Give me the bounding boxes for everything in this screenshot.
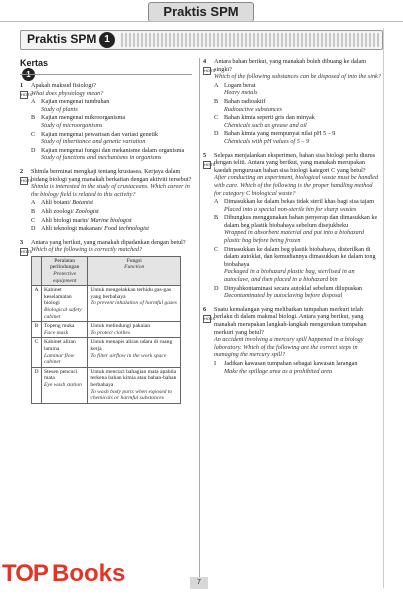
option-letter: D [214, 284, 219, 292]
question-6 [203, 306, 381, 375]
header-text: Peralatan perlindungan [49, 257, 80, 271]
option-b [214, 98, 381, 113]
option-text-english: Wrapped in absorbent material and put into a biohazard plastic bag before being frozen [224, 229, 365, 245]
topbooks-logo [2, 560, 126, 598]
option-a [214, 198, 381, 213]
cell-text-english: Laminar flow cabinet [44, 352, 75, 366]
option-letter: B [31, 114, 36, 122]
option-text: Ahli botani/ [41, 199, 71, 207]
header-text-english: Function [124, 264, 145, 271]
option-letter: D [31, 225, 36, 233]
option-text: Kajian mengenai fungsi dan mekanisme dalam organisma [41, 146, 185, 154]
section-header [20, 30, 383, 50]
option-letter: A [31, 98, 36, 106]
option-letter: I [214, 359, 217, 367]
question-stem: Apakah maksud fisiologi? [31, 82, 96, 89]
option-letter: C [214, 114, 219, 122]
question-number: 1 [20, 82, 24, 89]
question-5 [203, 152, 381, 300]
table-corner [32, 256, 42, 285]
option-text: Kajian mengenai pewarisan dan variasi genetik [41, 130, 159, 138]
option-text-english: Heavy metals [224, 89, 258, 97]
option-letter: A [31, 199, 36, 207]
option-text-english: Placed into a special non-sterile bin for sharp wastes [224, 205, 357, 213]
option-text: Kajian mengenai tumbuhan [41, 98, 110, 106]
cell-text-english: To wash body parts when exposed to chemicals or harmful substances [90, 388, 173, 402]
row-letter: B [32, 322, 42, 338]
row-letter: C [32, 338, 42, 367]
option-text: Bahan kimia yang mempunyai nilai pH 5 – 9 [224, 130, 336, 138]
question-stem: Shimla berminat mengkaji tentang krustasea. Kerjaya dalam bidang biologi yang manakah berkaitan dengan aktiviti tersebut? [31, 167, 192, 183]
section-header-decoration [121, 33, 379, 47]
question-stem-english: After conducting an experiment, biological waste must be handled with care. Which of the following is the proper handling method for category C biological waste? [214, 174, 379, 197]
option-letter: D [214, 130, 219, 138]
question-stem: Antara yang berikut, yang manakah dipadankan dengan betul? [31, 238, 186, 246]
option-letter: A [214, 198, 219, 206]
option-b [31, 114, 194, 129]
option-letter: C [214, 245, 219, 253]
option-d [214, 130, 381, 145]
option-b [214, 214, 381, 244]
option-d [31, 147, 194, 162]
option-text: Ahli zoologi/ [41, 207, 74, 215]
row-letter: D [32, 367, 42, 403]
equipment-cell [42, 286, 88, 322]
equipment-function-table [31, 256, 181, 404]
equipment-cell [42, 367, 88, 403]
option-letter: C [31, 216, 36, 224]
question-stem: Selepas menjalankan eksperimen, bahan sisa biologi perlu diurus dengan teliti. Antara yang berikut, yang manakah merupakan kaedah pengurusan bahan sisa biologi kategori C yang betul? [214, 151, 376, 174]
option-text: Bahan kimia seperti gris dan minyak [224, 114, 315, 122]
cell-text: Untuk menapis aliran udara di ruang kerja [90, 339, 173, 352]
hots-icon: HOTS [21, 177, 33, 183]
question-2 [20, 168, 194, 233]
right-column [203, 58, 381, 381]
cell-text-english: Face mask [44, 329, 69, 336]
function-cell [88, 338, 181, 367]
equipment-cell [42, 322, 88, 338]
question-number: 2 [20, 167, 24, 175]
option-text-english: Chemicals such as grease and oil [224, 121, 307, 129]
question-1 [20, 82, 194, 162]
option-text-english: Food technologist [104, 225, 149, 233]
option-text-english: Study of microorganisms [41, 121, 103, 129]
option-text-english: Study of plants [41, 105, 78, 113]
option-a [31, 199, 194, 207]
question-number: 3 [20, 238, 24, 246]
option-letter: D [31, 146, 36, 154]
question-3 [20, 239, 194, 404]
logo-books-text: Books [52, 560, 126, 587]
logo-top-text: TOP [2, 560, 48, 587]
option-letter: C [31, 130, 36, 138]
option-text: Bahan radioaktif [224, 97, 266, 105]
cell-text: Untuk melindungi pakaian [90, 323, 151, 330]
option-a [31, 98, 194, 113]
column-divider [199, 58, 200, 588]
right-margin-rule [383, 28, 384, 588]
table-header-row [32, 256, 181, 285]
column-header-function [88, 256, 181, 285]
cell-text-english: To protect clothes [90, 329, 131, 336]
option-letter: A [214, 81, 219, 89]
option-text-english: Radioactive substances [224, 105, 282, 113]
cell-text: Kabinet aliran lamina [44, 339, 76, 352]
question-stem-english: Which of the following is correctly matched? [31, 246, 143, 254]
function-cell [88, 322, 181, 338]
left-column [20, 82, 194, 410]
option-text-english: Study of functions and mechanisms in organisms [41, 154, 162, 162]
option-c [31, 217, 194, 225]
option-b [31, 208, 194, 216]
option-text-english: Study of inheritance and genetic variation [41, 138, 146, 146]
cell-text-english: To prevent inhalation of harmful gases [90, 300, 177, 307]
cell-text: Untuk mengelakkan terhidu gas-gas yang berbahaya [90, 287, 172, 300]
table-row [32, 286, 181, 322]
option-text-english: Chemicals with pH values of 5 – 9 [224, 137, 310, 145]
option-d [31, 225, 194, 233]
question-stem-english: Which of the following substances can be disposed of into the sink? [214, 73, 381, 81]
option-text: Jadikan kawasan tumpahan sebagai kawasan larangan [224, 359, 358, 367]
question-stem-english: What does physiology mean? [31, 89, 104, 97]
option-text-english: Make the spillage area as a prohibited area [224, 367, 333, 375]
option-text-english: Decontaminated by autoclaving before disposal [224, 292, 343, 300]
option-text: Ahli teknologi makanan/ [41, 225, 103, 233]
option-text: Kajian mengenai mikroorganisma [41, 114, 126, 122]
column-header-equipment [42, 256, 88, 285]
option-c [214, 114, 381, 129]
option-text: Ahli biologi marin/ [41, 216, 89, 224]
page-number: 7 [190, 577, 208, 589]
top-rule [0, 21, 403, 22]
question-stem-english: An accident involving a mercury spill happened in a biology laboratory. Which of the following are the correct steps in managing the mercury spill? [214, 336, 364, 359]
question-number: 5 [203, 151, 207, 159]
cell-text-english: Eye wash station [44, 381, 82, 388]
paper-label-rule [20, 74, 192, 75]
question-stem-english: Shimla is interested in the study of crustaceans. Which career in the biology field is related to this activity? [31, 183, 190, 198]
question-number: 6 [203, 305, 207, 313]
table-row [32, 367, 181, 403]
option-text: Dibungkus menggunakan bahan penyerap dan dimasukkan ke dalam beg plastik biobahaya sebelum disejukbeku [224, 214, 378, 229]
paper-label-text: Kertas [20, 58, 49, 68]
table-row [32, 338, 181, 367]
option-text: Dimasukkan ke dalam bekas tidak steril khas bagi sisa tajam [224, 198, 375, 206]
question-number: 4 [203, 58, 207, 65]
option-c [214, 246, 381, 284]
paper-label [20, 58, 60, 73]
option-text-english: Botanist [72, 199, 93, 207]
function-cell [88, 367, 181, 403]
option-d [214, 285, 381, 300]
option-text-english: Zoologist [75, 207, 99, 215]
hots-icon: HOTS [204, 68, 216, 73]
question-stem: Suatu kemalangan yang melibatkan tumpahan merkuri telah berlaku di dalam makmal biologi. Antara yang berikut, yang manakah merupakan langkah-langkah mengurukan tumpahan merkuri yang betul? [214, 305, 367, 336]
cell-text: Untuk mencuci bahagian mata apabila terkena bahan kimia atau bahan-bahan berbahaya [90, 368, 177, 388]
option-letter: B [31, 207, 36, 215]
cell-text: Kabinet keselamatan biologi [44, 287, 72, 307]
cell-text-english: To filter airflow in the work space [90, 352, 167, 359]
row-letter: A [32, 286, 42, 322]
option-letter: B [214, 214, 219, 222]
option-a [214, 82, 381, 97]
question-stem: Antara bahan berikut, yang manakah boleh dibuang ke dalam singki? [214, 58, 367, 73]
section-title: Praktis SPM [27, 32, 97, 46]
hots-icon: HOTS [21, 92, 33, 97]
hots-icon: HOTS [21, 248, 33, 254]
section-number-badge: 1 [99, 32, 115, 48]
cell-text-english: Biological safety cabinet [44, 307, 82, 320]
cell-text: Topeng muka [44, 323, 75, 330]
option-text-english: Marine biologist [90, 216, 132, 224]
hots-icon: HOTS [204, 315, 216, 321]
question-4 [203, 58, 381, 146]
option-letter: B [214, 97, 219, 105]
option-c [31, 131, 194, 146]
option-text: Logam berat [224, 81, 256, 89]
header-text-english: Protective equipment [53, 271, 77, 284]
page-tab-title: Praktis SPM [148, 2, 254, 22]
equipment-cell [42, 338, 88, 367]
option-i [214, 360, 381, 375]
option-text: Dinyahkontaminasi secara autoklaf sebelum dilupuskan [224, 284, 363, 292]
table-row [32, 322, 181, 338]
option-text: Dimasukkan ke dalam beg plastik biobahaya, disterilkan di dalam autoklat, dan kemudiannya dimasukkan ke dalam tong biobahaya [224, 245, 376, 268]
option-text-english: Packaged in a biohazard plastic bag, sterilised in an autoclave, and then placed in a biohazard bin [224, 268, 355, 284]
hots-icon: HOTS [204, 161, 216, 167]
function-cell [88, 286, 181, 322]
cell-text: Stesen pencuci mata [44, 368, 78, 382]
header-text: Fungsi [126, 257, 142, 264]
